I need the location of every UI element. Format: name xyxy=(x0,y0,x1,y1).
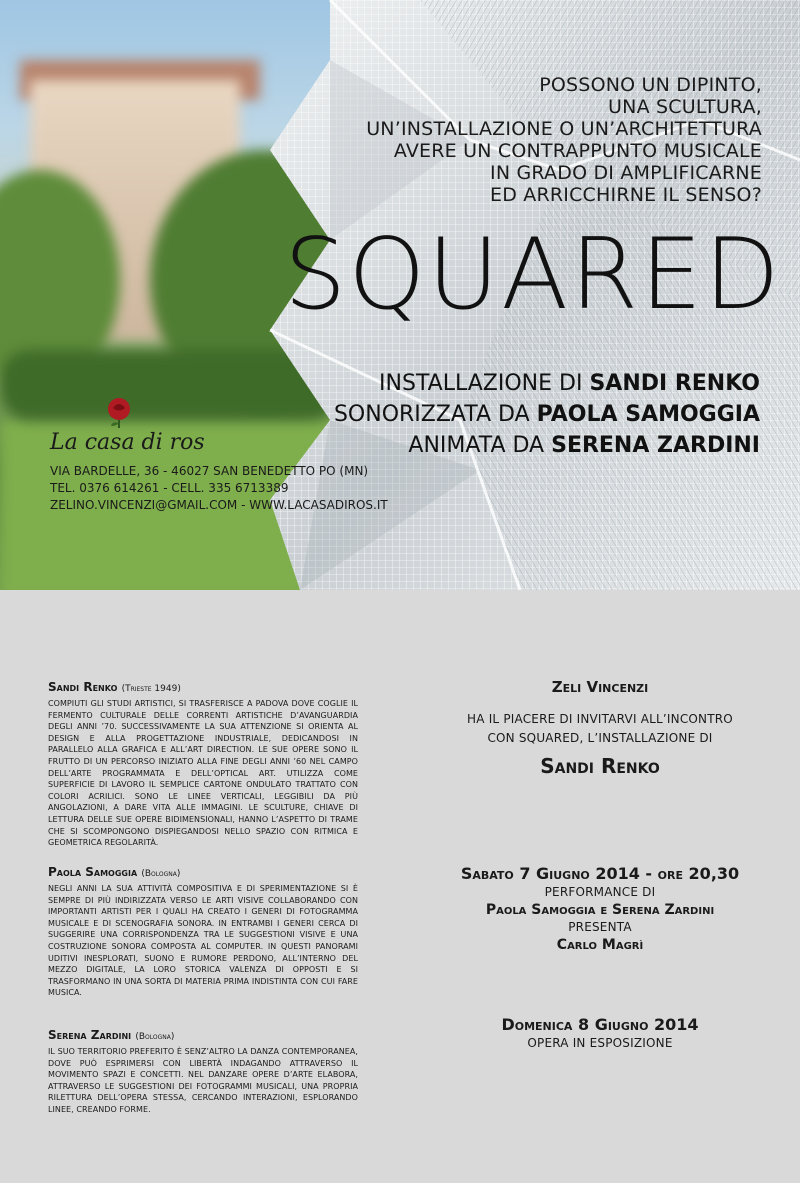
credit-name: SERENA ZARDINI xyxy=(551,433,760,458)
question-line: AVERE UN CONTRAPPUNTO MUSICALE xyxy=(393,140,762,162)
venue-contacts xyxy=(50,463,388,514)
venue-email-web[interactable]: ZELINO.VINCENZI@GMAIL.COM - WWW.LACASADIROS.IT xyxy=(50,498,388,512)
bio-name: Sandi Renko xyxy=(48,680,118,694)
bio-serena-zardini xyxy=(48,1028,358,1116)
event-date-2: Domenica 8 Giugno 2014 xyxy=(501,1015,699,1034)
credit-name: SANDI RENKO xyxy=(589,371,760,396)
invite-artist: Sandi Renko xyxy=(540,754,660,778)
credit-sound xyxy=(334,399,760,430)
rose-logo-icon xyxy=(102,395,136,429)
question-line: POSSONO UN DIPINTO, xyxy=(539,74,762,96)
credit-prefix: INSTALLAZIONE DI xyxy=(379,371,583,396)
question-line: UNA SCULTURA, xyxy=(608,96,762,118)
bio-name: Paola Samoggia xyxy=(48,865,138,879)
bio-heading xyxy=(48,865,358,879)
bio-paola-samoggia xyxy=(48,865,358,999)
details-section xyxy=(0,590,800,1183)
credit-prefix: SONORIZZATA DA xyxy=(333,402,530,427)
performers: Paola Samoggia e Serena Zardini xyxy=(485,902,715,918)
hero-photo-section xyxy=(0,0,800,590)
credit-animation xyxy=(334,430,760,461)
bio-sandi-renko xyxy=(48,680,358,849)
bio-text: COMPIUTI GLI STUDI ARTISTICI, SI TRASFERISCE A PADOVA DOVE COGLIE IL FERMENTO CULTURALE DELLE CORRENTI ARTISTICHE D’AVANGUARDIA DEGLI ANNI ’70. SUCCESSIVAMENTE LA SUA ATTENZIONE SI ORIENTA AL DESIGN E ALLA PROGETTAZIONE INDUSTRIALE, DEDICANDOSI IN PARALLELO ALLA GRAFICA E ALL’ART DIRECTION. LE SUE OPERE SONO IL FRUTTO DI UN PERCORSO INIZIATO ALLA FINE DEGLI ANNI ’60 NEL CAMPO DELL’ARTE PROGRAMMATA E DELL’OPTICAL ART. UTILIZZA COME SUPERFICIE DI LAVORO IL SEMPLICE CARTONE ONDULATO TRATTATO CON COLORI ACRILICI. SONO LE LINEE VERTICALI, LEGGIBILI DA PIÙ ANGOLAZIONI, A DARE VITA ALLE IMMAGINI. LE SCULTURE, CHIAVE DI LETTURA DELLE SUE OPERE BIDIMENSIONALI, HANNO L’ASPETTO DI TRAME CHE SI SCOMPONGONO DISPIEGANDOSI NELLO SPAZIO CON RITMICA E GEOMETRICA REGOLARITÀ. xyxy=(48,699,358,848)
presenta-label: PRESENTA xyxy=(568,920,632,934)
bio-heading xyxy=(48,1028,358,1042)
bio-place: (Bologna) xyxy=(135,1032,175,1042)
question-line: IN GRADO DI AMPLIFICARNE xyxy=(490,162,762,184)
event-title: SQUARED xyxy=(284,218,782,332)
credits-block xyxy=(334,368,760,461)
intro-question xyxy=(242,74,762,206)
venue-brand: La casa di ros xyxy=(50,430,205,455)
question-line: ED ARRICCHIRNE IL SENSO? xyxy=(490,184,762,206)
invite-line-2: CON SQUARED, L’INSTALLAZIONE DI xyxy=(487,731,713,745)
bio-name: Serena Zardini xyxy=(48,1028,132,1042)
invitation-block xyxy=(430,678,770,1053)
bio-text: IL SUO TERRITORIO PREFERITO È SENZ’ALTRO LA DANZA CONTEMPORANEA, DOVE PUÒ ESPRIMERSI CON LIBERTÀ INDAGANDO ATTRAVERSO IL MOVIMENTO SPAZI E CONCETTI. NEL DANZARE OPERE D’ARTE ELABORA, ATTRAVERSO LE SUGGESTIONI DEI FOTOGRAMMI MUSICALI, UNA PROPRIA RILETTURA DELL’OPERA STESSA, CERCANDO INTERAZIONI, ESPLORANDO LINEE, CREANDO FORME. xyxy=(48,1047,358,1114)
bio-text: NEGLI ANNI LA SUA ATTIVITÀ COMPOSITIVA E DI SPERIMENTAZIONE SI È SEMPRE DI PIÙ INDIRIZZATA VERSO LE ARTI VISIVE COLLABORANDO CON IMPORTANTI ARTISTI PER I QUALI HA CREATO I GENERI DI FOTOGRAMMA MUSICALE E DI SCENOGRAFIA SONORA. IN ENTRAMBI I GENERI CERCA DI SUGGERIRE UNA CORRISPONDENZA TRA LE SUGGESTIONI VISIVE E UNA COSTRUZIONE SONORA COMPOSTA AL COMPUTER. IN QUESTI PANORAMI UDITIVI INESPLORATI, SUONO E RUMORE PERDONO, ALL’INTERNO DEL MEZZO DIGITALE, LA LORO STORICA VALENZA DI OPPOSTI E SI TRASFORMANO IN UNA SORTA DI MATERIA PRIMA INDISTINTA CON CUI FARE MUSICA. xyxy=(48,884,358,998)
bio-place: (Trieste 1949) xyxy=(121,684,181,694)
invite-host: Zeli Vincenzi xyxy=(551,678,649,696)
presenter: Carlo Magrì xyxy=(556,937,644,953)
venue-phones: TEL. 0376 614261 - CELL. 335 6713389 xyxy=(50,481,289,495)
invite-line-1: HA IL PIACERE DI INVITARVI ALL’INCONTRO xyxy=(467,712,733,726)
performance-label: PERFORMANCE DI xyxy=(544,885,656,899)
bio-heading xyxy=(48,680,358,694)
credit-prefix: ANIMATA DA xyxy=(408,433,545,458)
exhibit-label: OPERA IN ESPOSIZIONE xyxy=(527,1036,673,1050)
bio-place: (Bologna) xyxy=(141,869,181,879)
credit-installation xyxy=(334,368,760,399)
venue-address: VIA BARDELLE, 36 - 46027 SAN BENEDETTO PO (MN) xyxy=(50,464,369,478)
event-date-1: Sabato 7 Giugno 2014 - ore 20,30 xyxy=(460,864,740,883)
credit-name: PAOLA SAMOGGIA xyxy=(536,402,760,427)
question-line: UN’INSTALLAZIONE O UN’ARCHITETTURA xyxy=(366,118,762,140)
